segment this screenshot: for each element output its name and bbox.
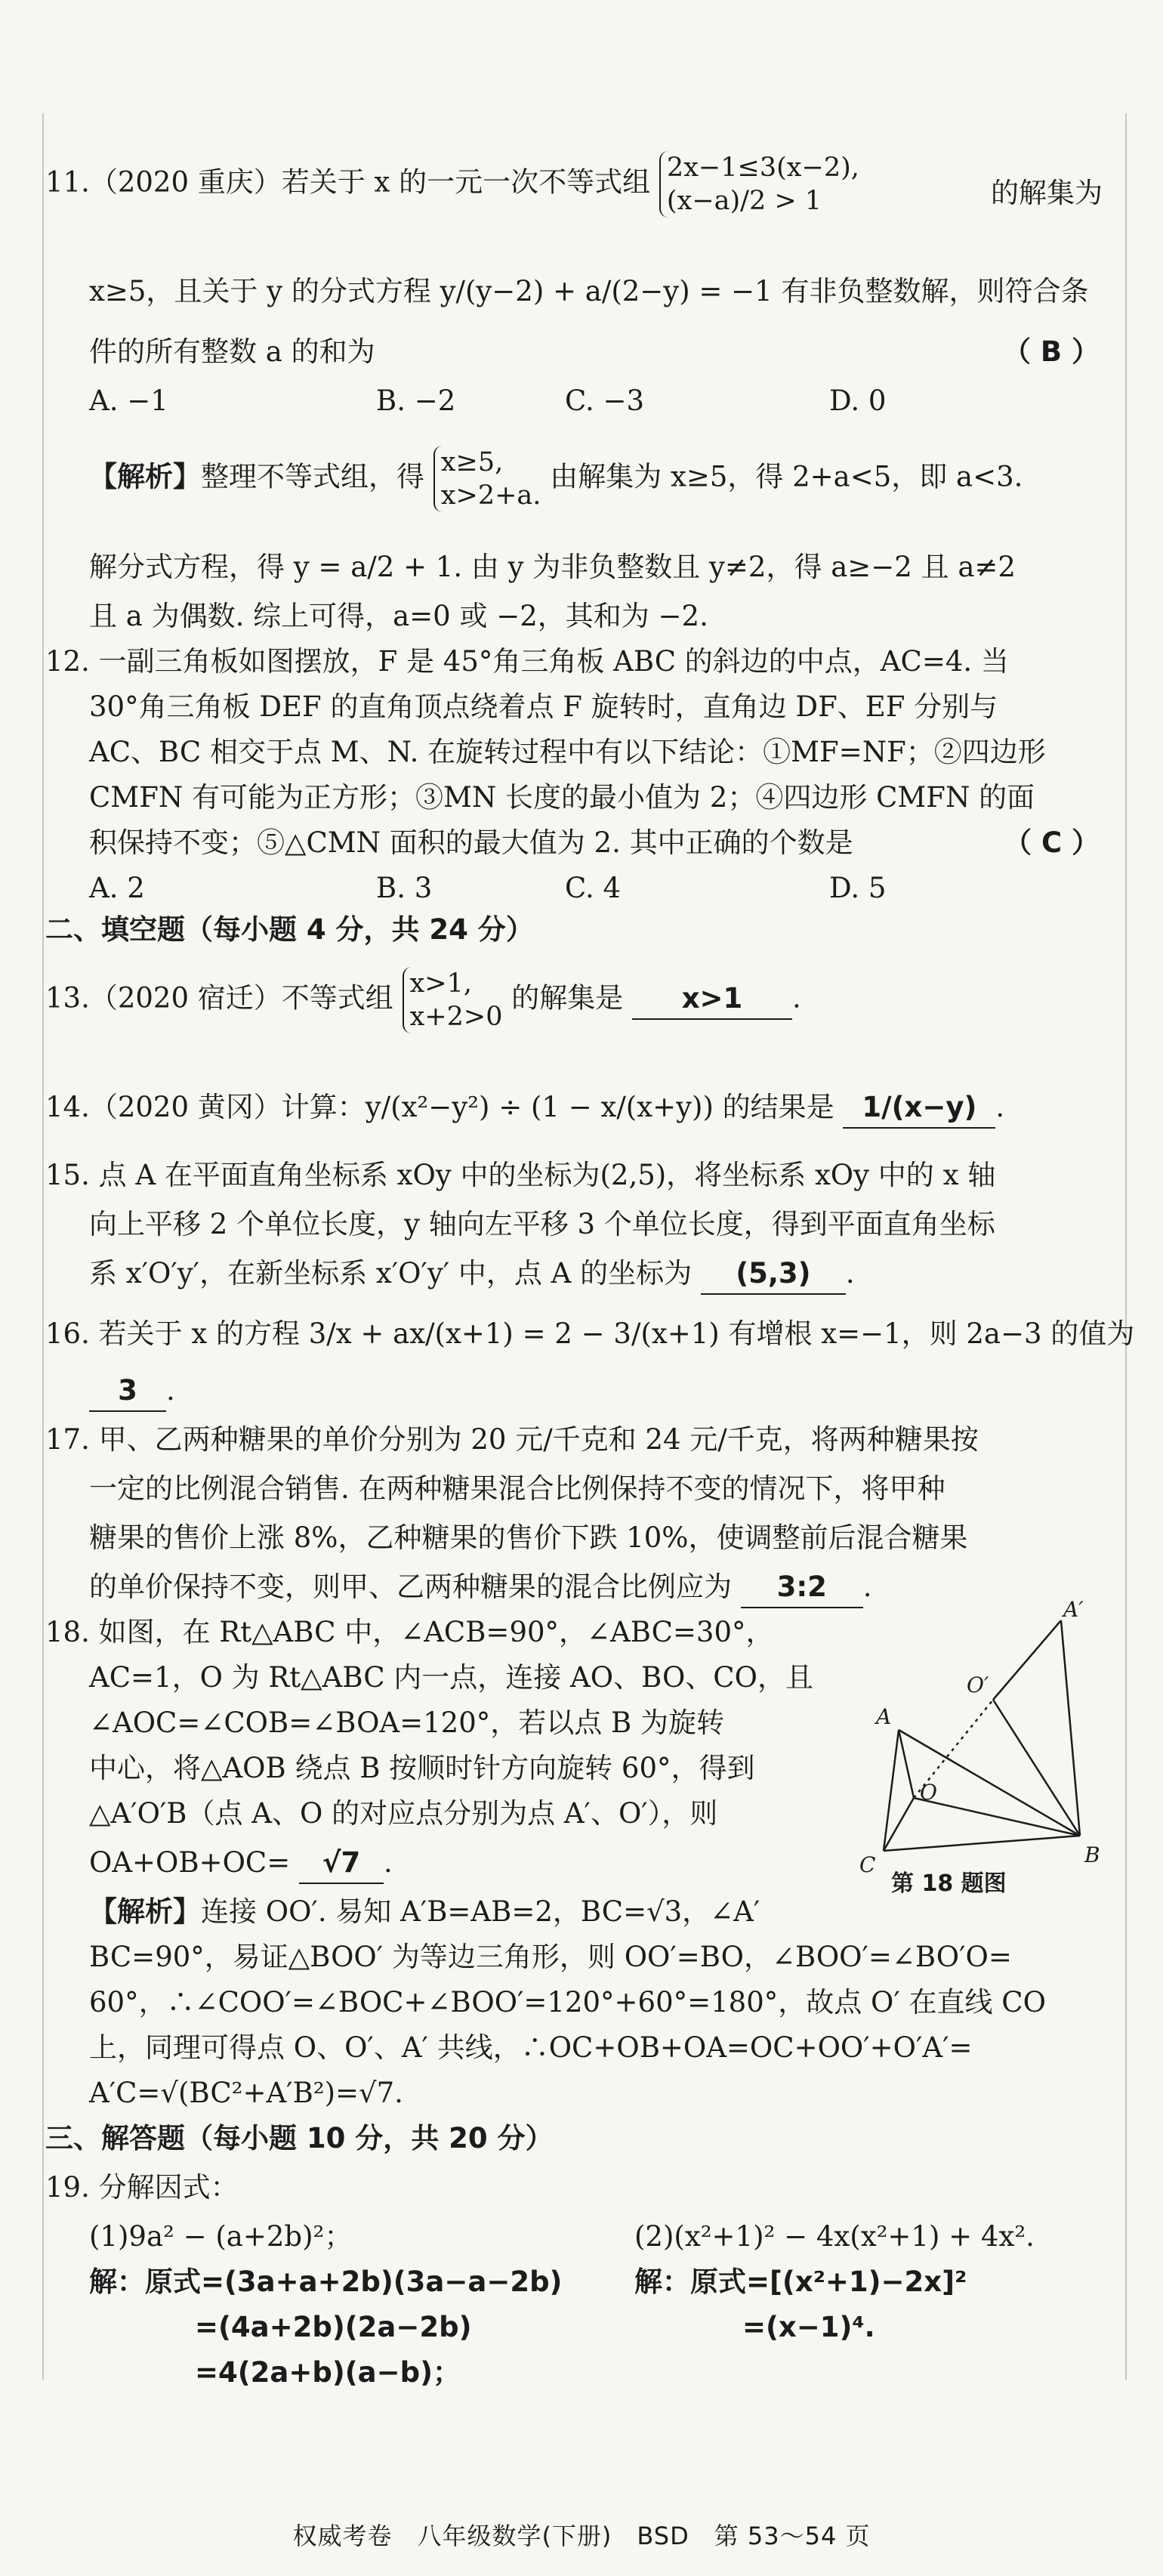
- segment-o-prime-a-prime: [993, 1620, 1061, 1700]
- q13-answer: x>1: [632, 979, 792, 1020]
- q11-answer: （ B ）: [1003, 335, 1100, 368]
- q13-stem-tail: 的解集是: [511, 981, 624, 1015]
- q12-choice-a: A. 2: [89, 872, 145, 904]
- q11-solution-system: [433, 446, 541, 512]
- q18-answer: √7: [299, 1843, 384, 1884]
- q11-solution-line1: [89, 446, 1161, 512]
- q18-line1: 18. 如图，在 Rt△ABC 中，∠ACB=90°，∠ABC=30°，: [45, 1616, 774, 1648]
- fig-label-b: B: [1084, 1842, 1100, 1867]
- q12-line1: 12. 一副三角板如图摆放，F 是 45°角三角板 ABC 的斜边的中点，AC=4. 当: [45, 645, 1009, 678]
- page-footer: 权威考卷 八年级数学(下册) BSD 第 53～54 页: [292, 2522, 871, 2550]
- q18-line2: AC=1，O 为 Rt△ABC 内一点，连接 AO、BO、CO，且: [89, 1661, 813, 1694]
- q12-line2: 30°角三角板 DEF 的直角顶点绕着点 F 旋转时，直角边 DF、EF 分别与: [89, 690, 998, 723]
- q11-stem: 11.（2020 重庆）若关于 x 的一元一次不等式组: [45, 165, 651, 199]
- q12-line5: [89, 823, 1161, 863]
- q13-system: [403, 967, 503, 1033]
- segment-ob: [914, 1798, 1080, 1836]
- segment-cb: [884, 1836, 1080, 1851]
- q11-sol-sys2: x>2+a.: [440, 480, 541, 511]
- q18-line6-text: OA+OB+OC=: [89, 1846, 291, 1879]
- segment-co: [884, 1798, 914, 1851]
- q17-line3: 糖果的售价上涨 8%，乙种糖果的售价下跌 10%，使调整前后混合糖果: [89, 1521, 968, 1554]
- q19-sol2-step1: 解：原式=[(x²+1)−2x]²: [634, 2266, 967, 2298]
- q12-choice-c: C. 4: [565, 872, 622, 904]
- q15-line3-text: 系 x′O′y′，在新坐标系 x′O′y′ 中，点 A 的坐标为: [89, 1257, 693, 1290]
- q19-sol1-step1: 解：原式=(3a+a+2b)(3a−a−2b): [89, 2266, 563, 2298]
- q12-line3: AC、BC 相交于点 M、N. 在旋转过程中有以下结论：①MF=NF；②四边形: [89, 736, 1046, 768]
- q15-answer: (5,3): [701, 1254, 846, 1295]
- q11-choice-d: D. 0: [829, 385, 887, 417]
- q18-solution-line3: 60°，∴∠COO′=∠BOC+∠BOO′=120°+60°=180°，故点 O′ 在直线 CO: [89, 1986, 1046, 2018]
- q16-answer: 3: [89, 1371, 166, 1412]
- q18-line5: △A′O′B（点 A、O 的对应点分别为点 A′、O′），则: [89, 1797, 718, 1830]
- q11-sys-eq2: (x−a)/2 > 1: [666, 186, 822, 216]
- q16-line2: 3 .: [89, 1371, 1161, 1412]
- fig-label-o: O: [920, 1780, 937, 1805]
- q14-stem: 14.（2020 黄冈）计算：y/(x²−y²) ÷ (1 − x/(x+y)) 的结果是: [45, 1091, 834, 1123]
- section-answer-title: 三、解答题（每小题 10 分，共 20 分）: [45, 2122, 554, 2154]
- section-fill-in-title: 二、填空题（每小题 4 分，共 24 分）: [45, 913, 534, 946]
- q19-sol1-step3: =4(2a+b)(a−b)；: [195, 2356, 461, 2389]
- q13-sys1: x>1,: [409, 968, 472, 999]
- q16-line1: 16. 若关于 x 的方程 3/x + ax/(x+1) = 2 − 3/(x+1) 有增根 x=−1，则 2a−3 的值为: [45, 1317, 1135, 1350]
- q11-stem-tail: 的解集为: [991, 177, 1103, 209]
- fig-label-a-prime: A′: [1063, 1597, 1084, 1622]
- q18-solution-line5: A′C=√(BC²+A′B²)=√7.: [89, 2077, 403, 2109]
- segment-bo-prime: [993, 1700, 1080, 1836]
- q11-choice-c: C. −3: [565, 385, 645, 417]
- q11-line2: x≥5，且关于 y 的分式方程 y/(y−2) + a/(2−y) = −1 有非负整数解，则符合条: [89, 275, 1089, 307]
- q18-solution-line4: 上，同理可得点 O、O′、A′ 共线，∴OC+OB+OA=OC+OO′+O′A′=: [89, 2031, 973, 2064]
- q14-line: 14.（2020 黄冈）计算：y/(x²−y²) ÷ (1 − x/(x+y)) 的结果是 1/(x−y) .: [45, 1088, 1118, 1129]
- q12-answer: （ C ）: [1004, 826, 1100, 859]
- q18-figure: [853, 1586, 1110, 1889]
- q17-line4: 的单价保持不变，则甲、乙两种糖果的混合比例应为 3:2 .: [89, 1568, 1161, 1608]
- q17-line2: 一定的比例混合销售. 在两种糖果混合比例保持不变的情况下，将甲种: [89, 1472, 946, 1505]
- fig-label-a: A: [876, 1704, 892, 1729]
- q12-choice-b: B. 3: [376, 872, 433, 904]
- q11-solution-label: 【解析】: [89, 460, 201, 493]
- q18-solution-line1: [89, 1892, 1161, 1932]
- q11-solution-line3: 且 a 为偶数. 综上可得，a=0 或 −2，其和为 −2.: [89, 600, 708, 632]
- q19-title: 19. 分解因式：: [45, 2171, 239, 2204]
- q19-part2: (2)(x²+1)² − 4x(x²+1) + 4x².: [634, 2220, 1035, 2253]
- q11-line3: [89, 332, 1161, 372]
- q12-line5-text: 积保持不变；⑤△CMN 面积的最大值为 2. 其中正确的个数是: [89, 826, 853, 859]
- q19-part1: (1)9a² − (a+2b)²；: [89, 2220, 353, 2253]
- q11-line1: [45, 151, 1118, 218]
- q11-choice-b: B. −2: [376, 385, 456, 417]
- q12-choice-d: D. 5: [829, 872, 887, 904]
- q19-solution-row1: [89, 2262, 1161, 2302]
- q18-solution-label: 【解析】: [89, 1895, 201, 1928]
- q19-parts: [89, 2217, 1161, 2256]
- q13-line: 13.（2020 宿迁）不等式组 x>1, x+2>0 的解集是 x>1 .: [45, 968, 801, 1032]
- q17-line1: 17. 甲、乙两种糖果的单价分别为 20 元/千克和 24 元/千克，将两种糖果按: [45, 1423, 979, 1456]
- q14-answer: 1/(x−y): [843, 1088, 995, 1129]
- q11-sys-eq1: 2x−1≤3(x−2),: [666, 153, 859, 183]
- q11-system: [659, 151, 859, 218]
- fig-label-c: C: [859, 1852, 876, 1877]
- q11-solution-text2: 由解集为 x≥5，得 2+a<5，即 a<3.: [550, 460, 1023, 493]
- fig-label-o-prime: O′: [967, 1673, 989, 1697]
- q11-sol-sys1: x≥5,: [440, 447, 504, 477]
- q18-line4: 中心，将△AOB 绕点 B 按顺时针方向旋转 60°，得到: [89, 1752, 755, 1784]
- q13-stem: 13.（2020 宿迁）不等式组: [45, 981, 393, 1015]
- q11-line3-text: 件的所有整数 a 的和为: [89, 335, 375, 368]
- q18-solution-text1: 连接 OO′. 易知 A′B=AB=2，BC=√3，∠A′: [201, 1895, 760, 1928]
- q18-solution-line2: BC=90°，易证△BOO′ 为等边三角形，则 OO′=BO，∠BOO′=∠BO′O=: [89, 1941, 1012, 1973]
- q18-line3: ∠AOC=∠COB=∠BOA=120°，若以点 B 为旋转: [89, 1707, 724, 1739]
- q18-figure-caption: 第 18 题图: [891, 1870, 1007, 1897]
- q11-solution-line2: 解分式方程，得 y = a/2 + 1. 由 y 为非负整数且 y≠2，得 a≥−2 且 a≠2: [89, 551, 1016, 583]
- segment-ao: [899, 1730, 914, 1798]
- q19-sol1-step2: =(4a+2b)(2a−2b): [195, 2311, 472, 2343]
- q15-line3: 系 x′O′y′，在新坐标系 x′O′y′ 中，点 A 的坐标为 (5,3) .: [89, 1254, 1161, 1295]
- q15-line1: 15. 点 A 在平面直角坐标系 xOy 中的坐标为(2,5)，将坐标系 xOy 中的 x 轴: [45, 1159, 996, 1191]
- q11-choice-a: A. −1: [89, 385, 168, 417]
- q15-line2: 向上平移 2 个单位长度，y 轴向左平移 3 个单位长度，得到平面直角坐标: [89, 1208, 995, 1240]
- q19-sol2-step2: =(x−1)⁴.: [742, 2311, 875, 2343]
- segment-ba-prime: [1061, 1620, 1080, 1836]
- q17-answer: 3:2: [741, 1568, 863, 1608]
- q12-line4: CMFN 有可能为正方形；③MN 长度的最小值为 2；④四边形 CMFN 的面: [89, 781, 1035, 814]
- q17-line4-text: 的单价保持不变，则甲、乙两种糖果的混合比例应为: [89, 1571, 732, 1603]
- q13-sys2: x+2>0: [409, 1002, 503, 1032]
- q18-line6: OA+OB+OC= √7 .: [89, 1843, 1161, 1884]
- q11-solution-text1: 整理不等式组，得: [201, 460, 424, 493]
- segment-ca: [884, 1730, 899, 1851]
